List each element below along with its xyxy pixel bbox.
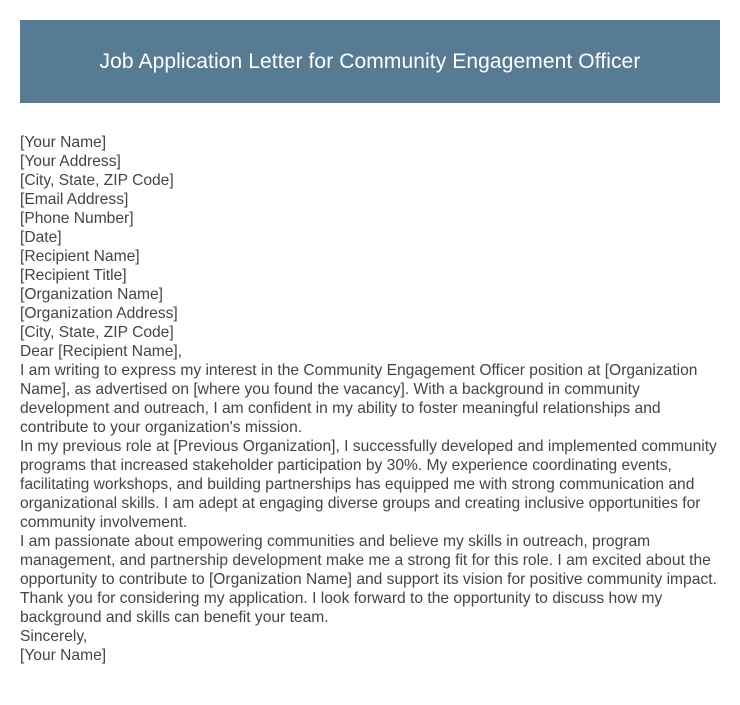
- sender-city-state-zip: [City, State, ZIP Code]: [20, 172, 174, 189]
- signature: [Your Name]: [20, 647, 107, 664]
- paragraph-motivation: I am passionate about empowering communities and believe my skills in outreach, program management, and partnership development make me a strong fit for this role. I am excited about the opportunity to contribute to [Organization Name] and support its vision for positive community impact.: [20, 533, 717, 588]
- recipient-title: [Recipient Title]: [20, 267, 127, 284]
- letter-date: [Date]: [20, 229, 62, 246]
- recipient-organization: [Organization Name]: [20, 286, 164, 303]
- recipient-city-state-zip: [City, State, ZIP Code]: [20, 324, 174, 341]
- paragraph-intro: I am writing to express my interest in the Community Engagement Officer position at [Organization Name], as advertised on [where you found the vacancy]. With a background in community development and outreach, I am confident in my ability to foster meaningful relationships and contribute to your organization's mission.: [20, 362, 698, 436]
- paragraph-experience: In my previous role at [Previous Organization], I successfully developed and implemented community programs that increased stakeholder participation by 30%. My experience coordinating events, facilitating workshops, and building partnerships has equipped me with strong communication and organizational skills. I am adept at engaging diverse groups and creating inclusive opportunities for community involvement.: [20, 438, 717, 531]
- salutation: Dear [Recipient Name],: [20, 343, 183, 360]
- sender-name: [Your Name]: [20, 134, 107, 151]
- title-banner: [20, 20, 720, 103]
- sender-phone: [Phone Number]: [20, 210, 134, 227]
- recipient-address: [Organization Address]: [20, 305, 178, 322]
- sender-email: [Email Address]: [20, 191, 129, 208]
- page-title: Job Application Letter for Community Engagement Officer: [99, 49, 641, 73]
- recipient-name: [Recipient Name]: [20, 248, 140, 265]
- paragraph-thanks: Thank you for considering my application. I look forward to the opportunity to discuss how my background and skills can benefit your team.: [20, 590, 663, 626]
- sender-address: [Your Address]: [20, 153, 121, 170]
- closing: Sincerely,: [20, 628, 88, 645]
- letter-body: [20, 133, 725, 665]
